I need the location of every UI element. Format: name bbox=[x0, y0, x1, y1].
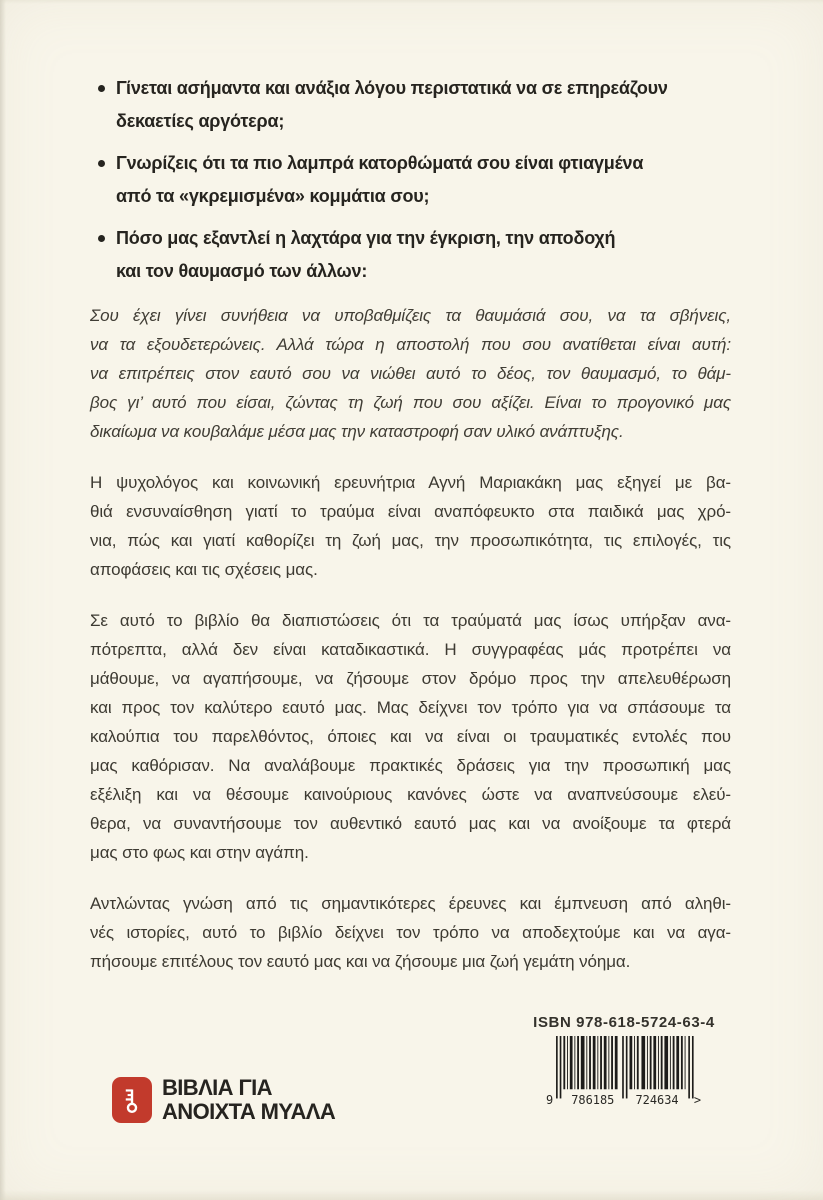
paragraph-author: Η ψυχολόγος και κοινωνική ερευνήτρια Αγνή Μαριακάκη μας εξηγεί με βα- θιά ενσυναίσθηση γιατί το τραύμα είναι αναπόφευκτο στα παιδικά μας χρό- νια, πώς και γιατί καθορίζει τη ζωή μας, την προσωπικότητα, τις επιλογές, τις αποφάσεις και τις σχέσεις μας. bbox=[90, 473, 731, 579]
bullet-dot bbox=[98, 85, 105, 92]
barcode-digit-left: 9 bbox=[546, 1092, 554, 1107]
bullet-text-3: Πόσο μας εξαντλεί η λαχτάρα για την έγκριση, την αποδοχή και τον θαυμασμό των άλλων: bbox=[116, 228, 616, 281]
publisher-logo-block bbox=[112, 1076, 335, 1124]
key-icon bbox=[121, 1085, 143, 1115]
key-books-logo bbox=[112, 1077, 152, 1123]
bullet-text-1: Γίνεται ασήμαντα και ανάξια λόγου περιστατικά να σε επηρεάζουν δεκαετίες αργότερα; bbox=[116, 78, 668, 131]
bullet-list bbox=[90, 72, 731, 288]
publisher-name-line2: ΑΝΟΙΧΤΑ ΜΥΑΛΑ bbox=[162, 1099, 336, 1124]
paragraph-book-description: Σε αυτό το βιβλίο θα διαπιστώσεις ότι τα τραύματά μας ίσως υπήρξαν ανα- πότρεπτα, αλλά δεν είναι καταδικαστικά. Η συγγραφέας μάς προτρέπει να μάθουμε, να αγαπήσουμε, να ζήσουμε στον δρόμο προς την απελευθέρωση και προς τον καλύτερο εαυτό μας. Μας δείχνει τον τρόπο για να σπάσουμε τα καλούπια του παρελθόντος, όποιες και να είναι οι τραυματικές εντολές που μας καθόρισαν. Να αναλάβουμε πρακτικές δράσεις για την προσωπική μας εξέλιξη και να θέσουμε καινούριους κανόνες ώστε να αναπνεύσουμε ελεύ- θερα, να συναντήσουμε τον αυθεντικό εαυτό μας και να ανοίξουμε τα φτερά μας στο φως και στην αγάπη. bbox=[90, 611, 731, 862]
barcode-digits-group1: 786185 bbox=[571, 1092, 615, 1107]
isbn-label: ISBN 978-618-5724-63-4 bbox=[533, 1014, 715, 1031]
bullet-item-1 bbox=[98, 72, 731, 138]
bullet-text-2: Γνωρίζεις ότι τα πιο λαμπρά κατορθώματά σου είναι φτιαγμένα από τα «γκρεμισμένα» κομμάτια σου; bbox=[116, 153, 644, 206]
bullet-item-2 bbox=[98, 147, 731, 213]
publisher-name bbox=[162, 1076, 335, 1124]
back-cover-text bbox=[90, 0, 731, 998]
isbn-block bbox=[524, 1014, 724, 1113]
bullet-dot bbox=[98, 235, 105, 242]
paragraph-intro-italic: Σου έχει γίνει συνήθεια να υποβαθμίζεις τα θαυμάσιά σου, να τα σβήνεις, να τα εξουδετερώνεις. Αλλά τώρα η αποστολή που σου ανατίθεται είναι αυτή: να επιτρέπεις στον εαυτό σου να νιώθει αυτό το δέος, τον θαυμασμό, το θάμ- βος γι’ αυτό που είσαι, ζώντας τη ζωή που σου αξίζει. Είναι το προγονικό μας δικαίωμα να κουβαλάμε μέσα μας την καταστροφή σαν υλικό ανάπτυξης. bbox=[90, 306, 731, 441]
bullet-dot bbox=[98, 160, 105, 167]
barcode-end-mark: > bbox=[693, 1092, 702, 1107]
publisher-name-line1: ΒΙΒΛΙΑ ΓΙΑ bbox=[162, 1075, 272, 1100]
barcode-image bbox=[545, 1036, 703, 1108]
paragraph-closing: Αντλώντας γνώση από τις σημαντικότερες έρευνες και έμπνευση από αληθι- νές ιστορίες, αυτό το βιβλίο δείχνει τον τρόπο να αποδεχτούμε και να αγα- πήσουμε επιτέλους τον εαυτό μας και να ζήσουμε μια ζωή γεμάτη νόημα. bbox=[90, 894, 731, 971]
barcode-digits-group2: 724634 bbox=[635, 1092, 679, 1107]
bullet-item-3 bbox=[98, 222, 731, 288]
